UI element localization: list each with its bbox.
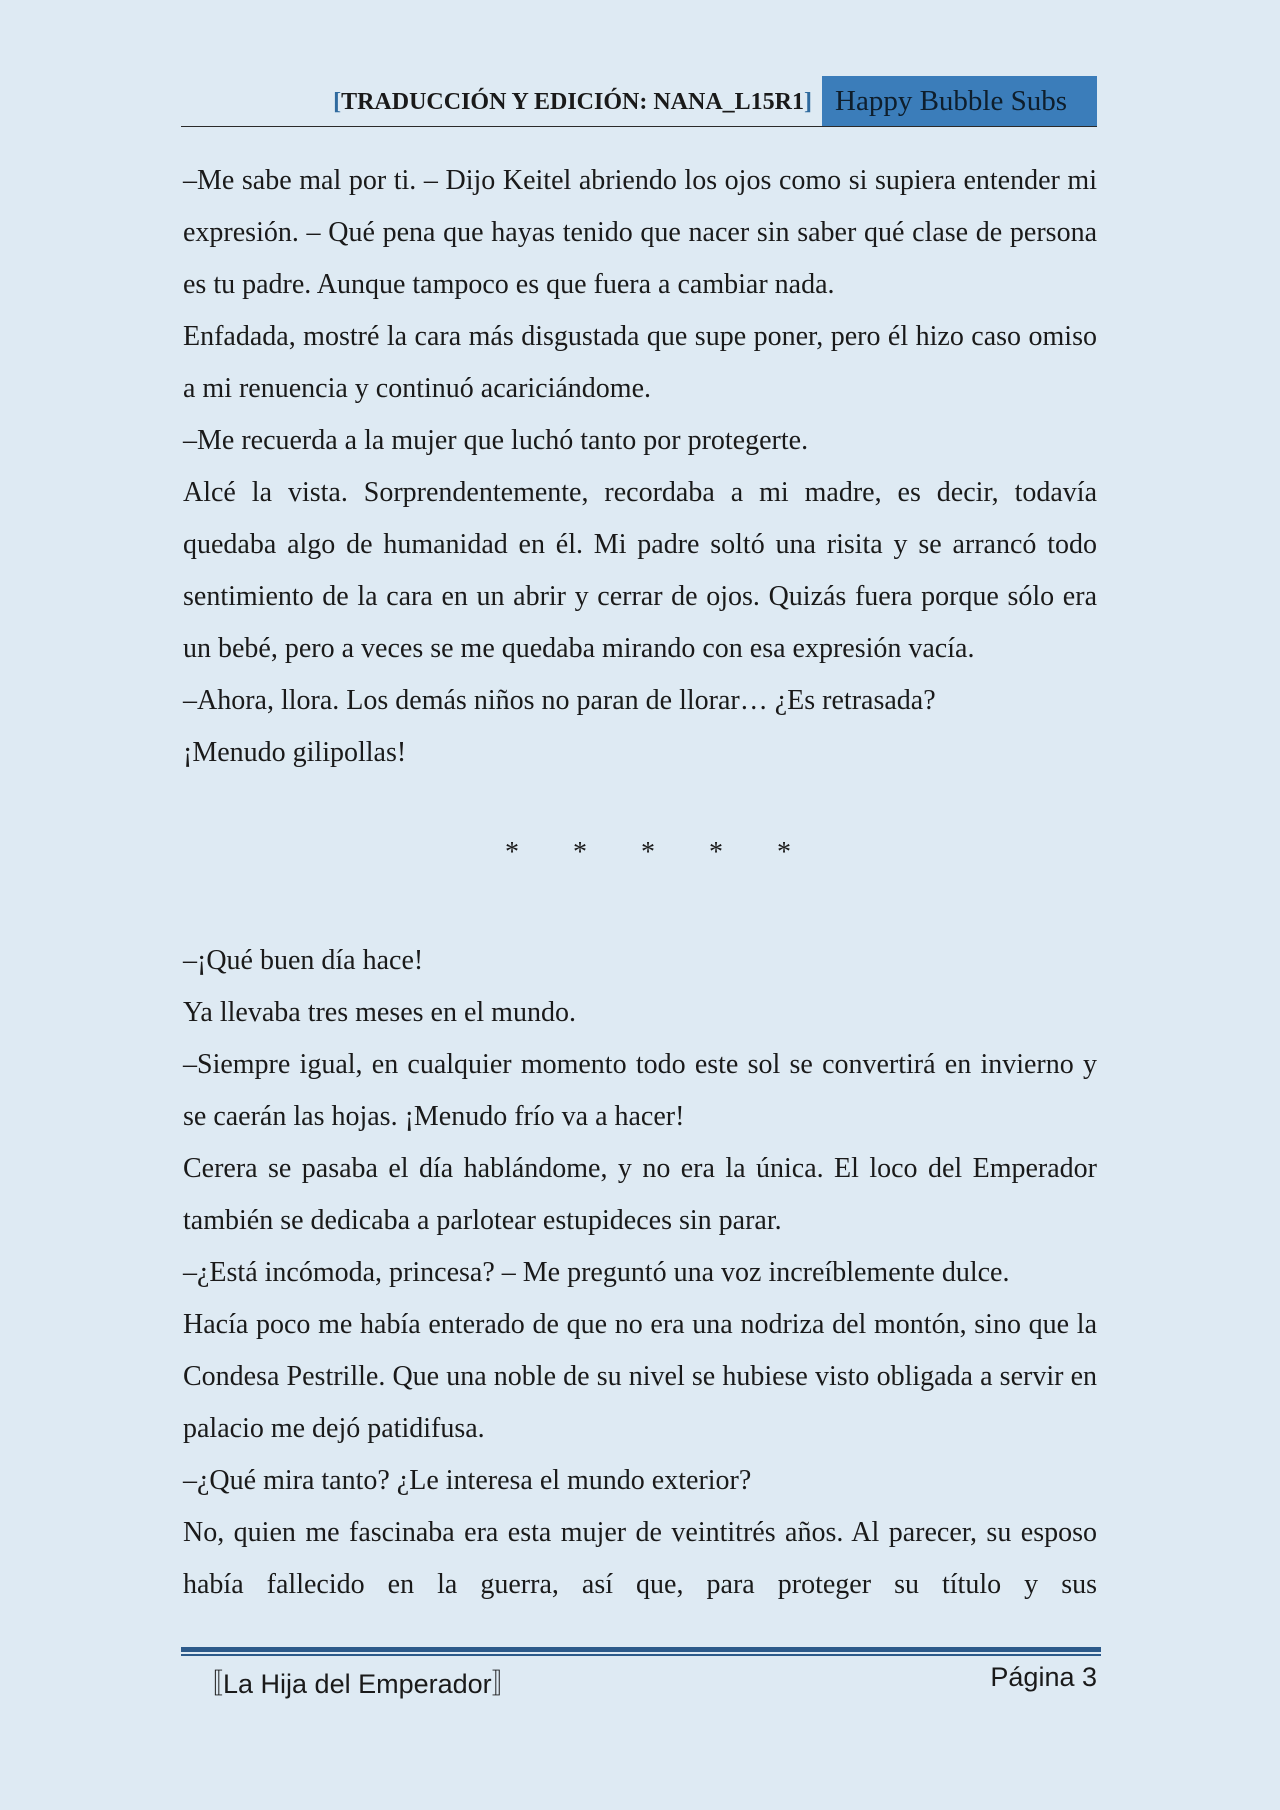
translation-credit: [333, 89, 812, 116]
group-badge: Happy Bubble Subs: [822, 76, 1097, 126]
paragraph: –¿Qué mira tanto? ¿Le interesa el mundo exterior?: [183, 1465, 752, 1496]
paragraph: No, quien me fascinaba era esta mujer de veintitrés años. Al parecer, su esposo había fallecido en la guerra, así que, para proteger su título y sus: [183, 1517, 1097, 1600]
paragraph: Alcé la vista. Sorprendentemente, recordaba a mi madre, es decir, todavía quedaba algo de humanidad en él. Mi padre soltó una risita y se arrancó todo sentimiento de la cara en un abrir y cerrar de ojos. Quizás fuera porque sólo era un bebé, pero a veces se me quedaba mirando con esa expresión vacía.: [183, 477, 1097, 664]
page-header: [181, 76, 1097, 127]
footer-rule: [181, 1647, 1101, 1657]
paragraph: –Siempre igual, en cualquier momento todo este sol se convertirá en invierno y se caerán las hojas. ¡Menudo frío va a hacer!: [183, 1049, 1097, 1132]
bracket-open: [: [333, 89, 342, 115]
page-number: Página 3: [990, 1662, 1097, 1692]
paragraph: –¡Qué buen día hace!: [183, 945, 424, 976]
paragraph: –Ahora, llora. Los demás niños no paran de llorar… ¿Es retrasada?: [183, 685, 936, 716]
separator-asterisk: *: [641, 837, 655, 868]
paragraph: ¡Menudo gilipollas!: [183, 737, 407, 768]
separator-asterisk: *: [709, 837, 723, 868]
book-title: 〚La Hija del Emperador〛: [196, 1669, 519, 1699]
paragraph: Hacía poco me había enterado de que no era una nodriza del montón, sino que la Condesa Pestrille. Que una noble de su nivel se hubiese visto obligada a servir en palacio me dejó patidifusa.: [183, 1309, 1097, 1444]
bracket-close: ]: [804, 89, 812, 115]
footer-rule-thin: [181, 1654, 1101, 1656]
paragraph: –¿Está incómoda, princesa? – Me preguntó una voz increíblemente dulce.: [183, 1257, 1010, 1288]
paragraph: –Me recuerda a la mujer que luchó tanto por protegerte.: [183, 425, 809, 456]
credit-text: TRADUCCIÓN Y EDICIÓN: NANA_L15R1: [341, 89, 804, 115]
paragraph: Enfadada, mostré la cara más disgustada que supe poner, pero él hizo caso omiso a mi renuencia y continuó acariciándome.: [183, 321, 1097, 404]
scene-separator: [183, 827, 1097, 879]
separator-asterisk: *: [573, 837, 587, 868]
paragraph: Cerera se pasaba el día hablándome, y no era la única. El loco del Emperador también se dedicaba a parlotear estupideces sin parar.: [183, 1153, 1097, 1236]
separator-asterisk: *: [505, 837, 519, 868]
footer-rule-thick: [181, 1647, 1101, 1652]
paragraph: Ya llevaba tres meses en el mundo.: [183, 997, 576, 1028]
page-body: [183, 155, 1097, 1611]
separator-asterisk: *: [777, 837, 791, 868]
paragraph: –Me sabe mal por ti. – Dijo Keitel abriendo los ojos como si supiera entender mi expresión. – Qué pena que hayas tenido que nacer sin saber qué clase de persona es tu padre. Aunque tampoco es que fuera a cambiar nada.: [183, 165, 1097, 300]
